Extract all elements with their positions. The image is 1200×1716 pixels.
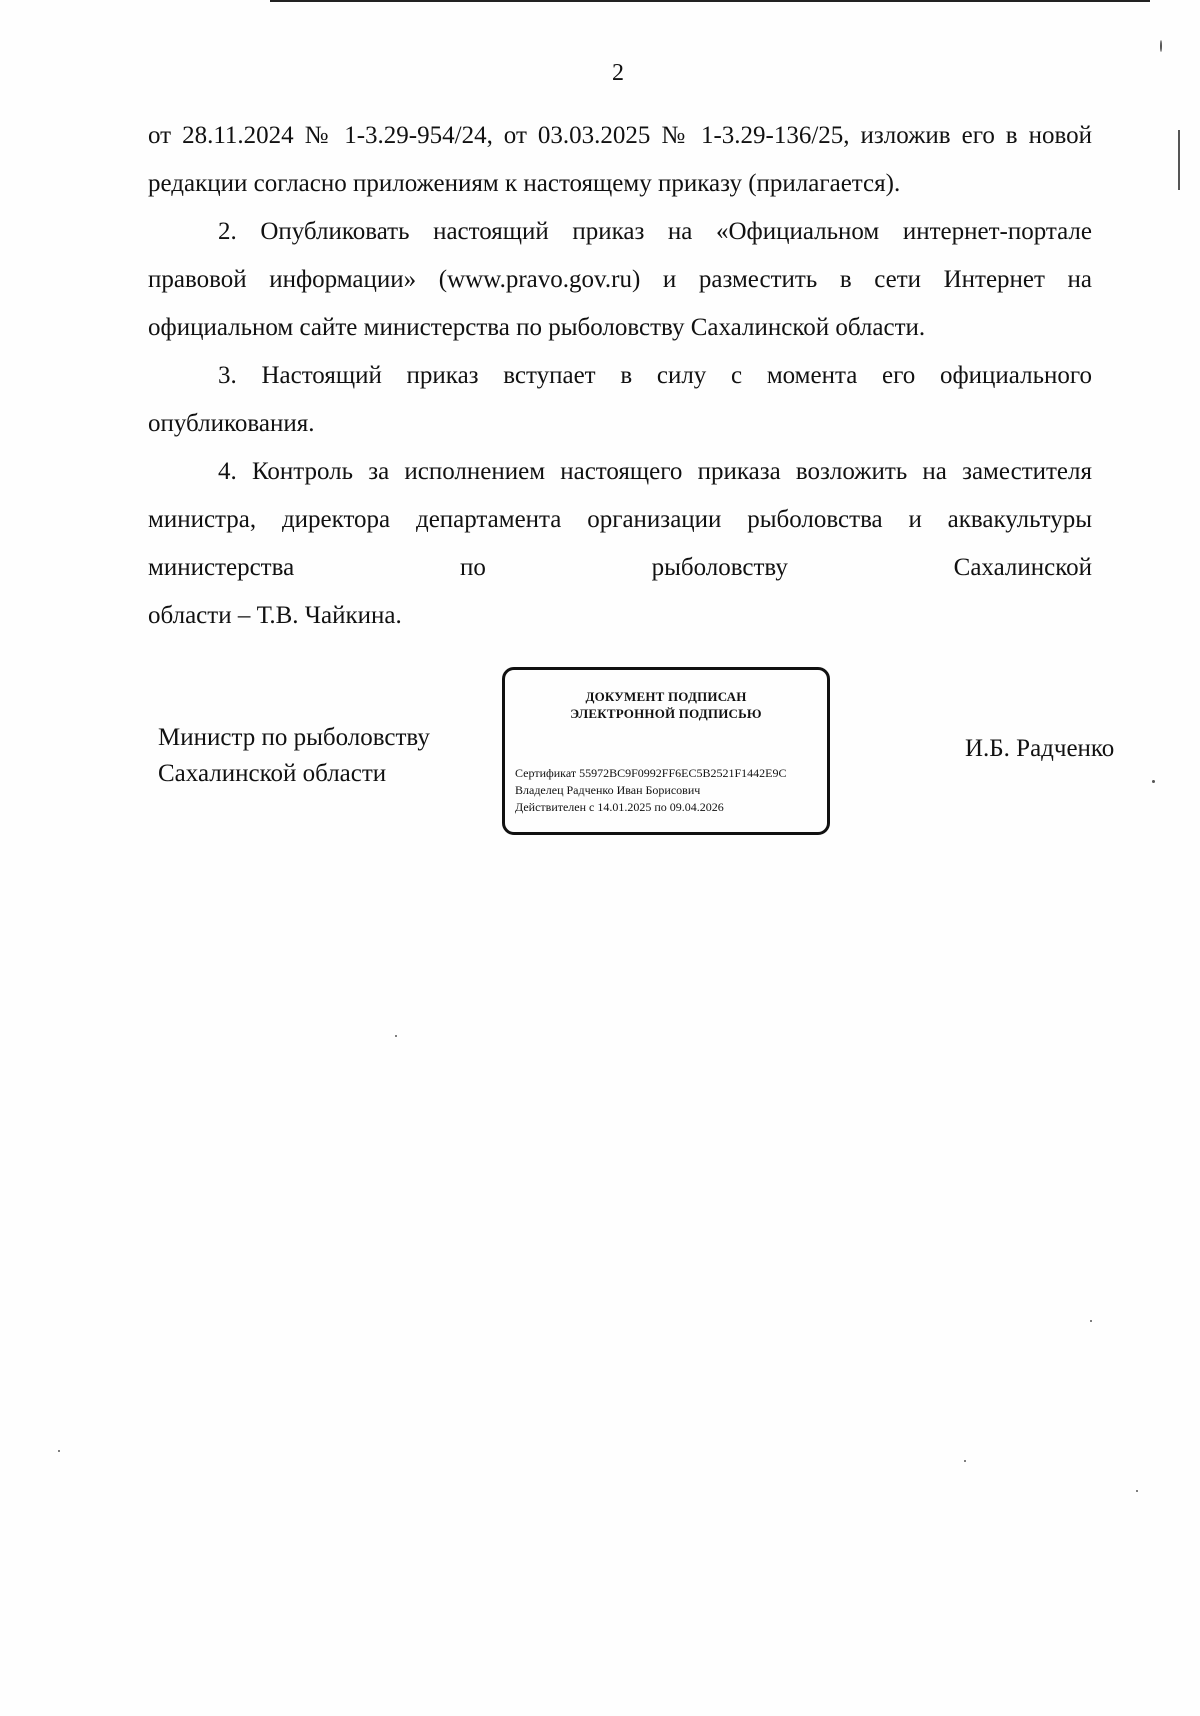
scan-speck [964,1460,966,1462]
top-border-line [270,0,1150,2]
stamp-validity: Действителен с 14.01.2025 по 09.04.2026 [515,800,724,814]
signer-position-line-2: Сахалинской области [158,760,387,787]
stamp-owner: Владелец Радченко Иван Борисович [515,783,701,797]
page-number: 2 [612,60,624,86]
paragraph-1-continuation: от 28.11.2024 № 1-3.29-954/24, от 03.03.2025 № 1-3.29-136/25, изложив его в новой редакции согласно приложениям к настоящему приказу (прилагается). [148,122,1092,197]
document-body [148,112,1092,640]
stamp-title [505,688,827,722]
scan-speck [58,1450,60,1452]
paragraph-3-effective-date: 3. Настоящий приказ вступает в силу с момента его официального опубликования. [148,362,1092,437]
stamp-details [515,765,786,816]
signer-position-line-1: Министр по рыболовству [158,724,430,751]
paragraph-4-control: 4. Контроль за исполнением настоящего приказа возложить на заместителя министра, директора департамента организации рыболовства и аквакультуры министерства по рыболовству Сахалинской [148,458,1092,581]
scan-speck [1152,780,1155,783]
signer-name: И.Б. Радченко [965,735,1115,762]
paragraph-2-publication: 2. Опубликовать настоящий приказ на «Официальном интернет-портале правовой информации» (www.pravo.gov.ru) и разместить в сети Интернет на официальном сайте министерства по рыболовству Сахалинской области. [148,218,1092,341]
electronic-signature-stamp [502,667,830,835]
scan-speck [1178,130,1180,190]
stamp-title-line-1: ДОКУМЕНТ ПОДПИСАН [585,689,747,704]
signer-position [158,720,430,792]
stamp-certificate: Сертификат 55972BC9F0992FF6EC5B2521F1442E9C [515,766,787,780]
scan-speck [1160,40,1162,52]
scan-speck [1136,1490,1138,1492]
scan-speck [1090,1320,1092,1322]
scan-speck [395,1035,397,1037]
paragraph-4-control-end: области – Т.В. Чайкина. [148,602,402,629]
stamp-title-line-2: ЭЛЕКТРОННОЙ ПОДПИСЬЮ [570,706,762,721]
